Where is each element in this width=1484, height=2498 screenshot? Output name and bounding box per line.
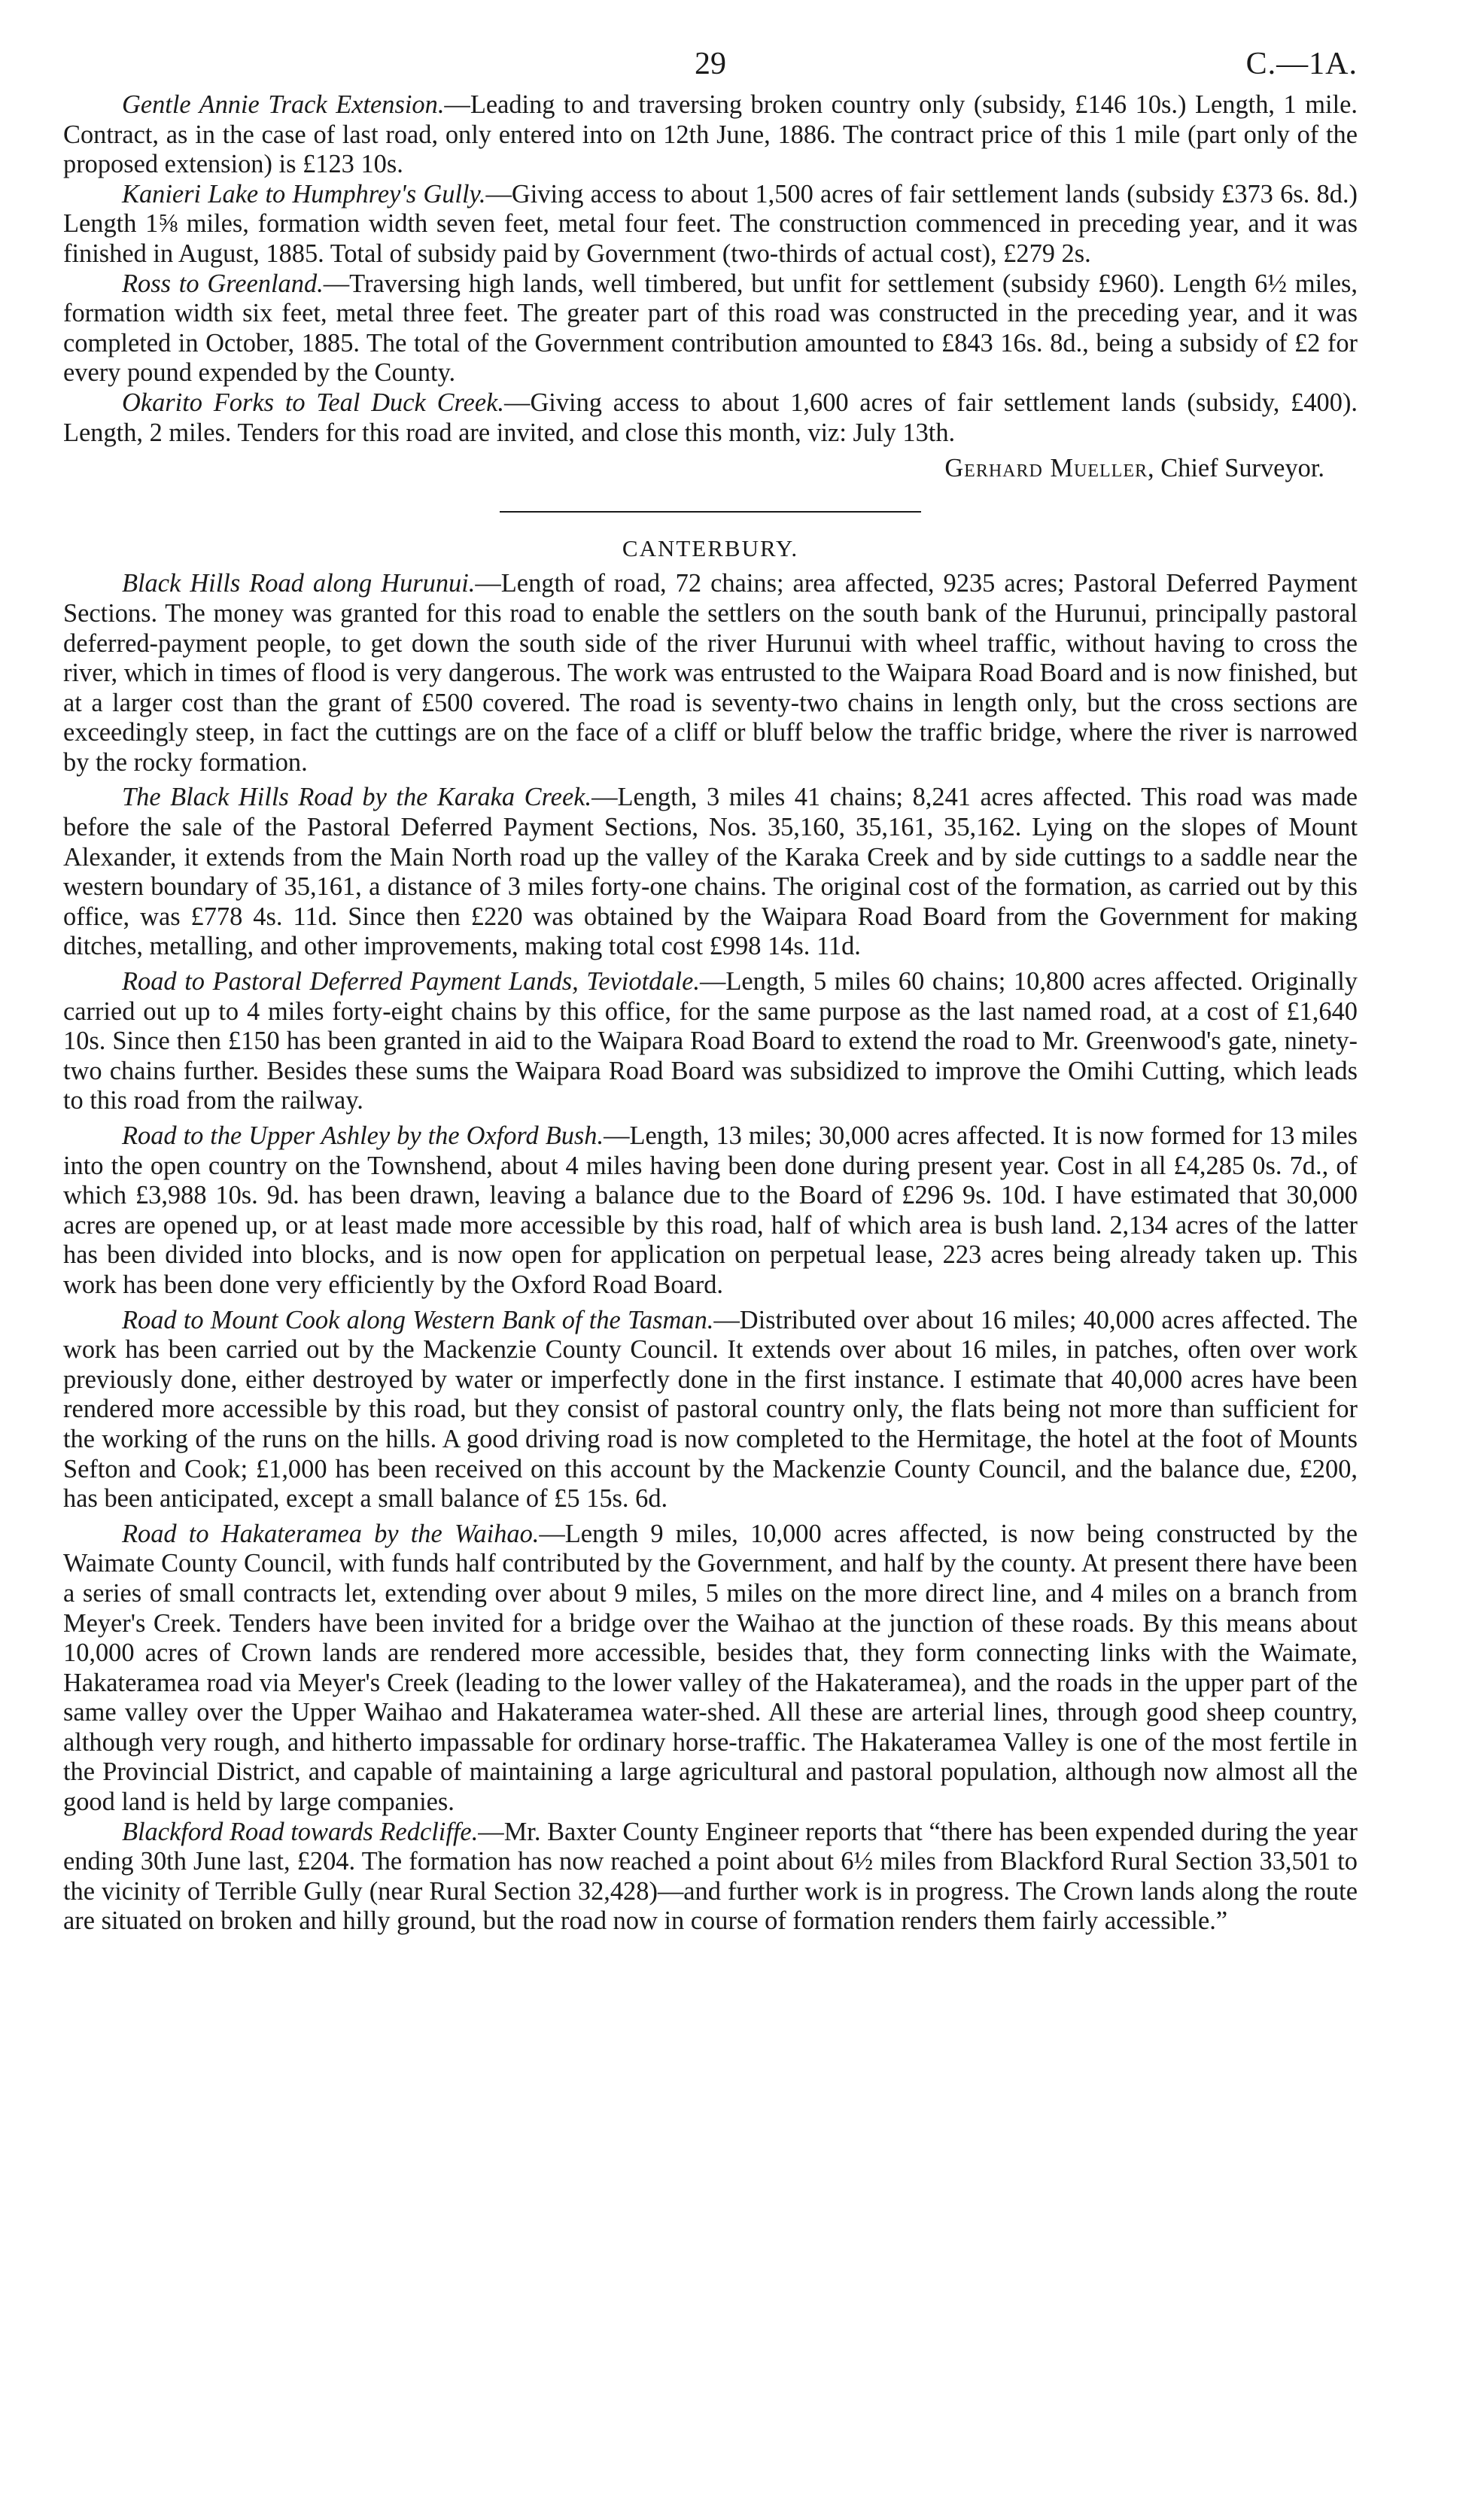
- entry-title: Road to Hakateramea by the Waihao.: [122, 1519, 540, 1548]
- entry-mount-cook: [63, 1306, 1358, 1514]
- entry-upper-ashley: [63, 1121, 1358, 1301]
- entry-ross-greenland: [63, 269, 1358, 388]
- entry-text: —Length of road, 72 chains; area affected, 9235 acres; Pastoral Deferred Payment Sections. The money was granted for this road to enable the settlers on the south bank of the Hurunui, principally pastoral deferred-payment people, to get down the south side of the river Hurunui with wheel traffic, without having to cross the river, which in times of flood is very dangerous. The work was entrusted to the Waipara Road Board and is now finished, but at a larger cost than the grant of £500 covered. The road is seventy-two chains in length only, but the cross sections are exceedingly steep, in fact the cuttings are on the face of a cliff or bluff below the traffic bridge, where the river is narrowed by the rocky formation.: [63, 569, 1358, 777]
- entry-title: Gentle Annie Track Extension.: [122, 90, 445, 119]
- entry-black-hills-karaka: [63, 783, 1358, 962]
- entry-title: Okarito Forks to Teal Duck Creek.: [122, 388, 505, 417]
- entry-hakateramea: [63, 1520, 1358, 1818]
- entry-text: —Mr. Baxter County Engineer reports that “there has been expended during the year ending 30th June last, £204. The formation has now reached a point about 6½ miles from Blackford Rural Section 33,501 to the vicinity of Terrible Gully (near Rural Section 32,428)—and further work is in progress. The Crown lands along the route are situated on broken and hilly ground, but the road now in course of formation renders them fairly accessible.”: [63, 1817, 1358, 1936]
- signature-name: Gerhard Mueller: [944, 454, 1148, 483]
- entry-text: —Length, 3 miles 41 chains; 8,241 acres affected. This road was made before the sale of the Pastoral Deferred Payment Sections, Nos. 35,160, 35,161, 35,162. Lying on the slopes of Mount Alexander, it extends from the Main North road up the valley of the Karaka Creek and by side cuttings to a saddle near the western boundary of 35,161, a distance of 3 miles forty-one chains. The original cost of the formation, as carried out by this office, was £778 4s. 11d. Since then £220 was obtained by the Waipara Road Board from the Government for making ditches, metalling, and other improvements, making total cost £998 14s. 11d.: [63, 783, 1358, 961]
- page-header: [63, 38, 1358, 90]
- entry-title: Blackford Road towards Redcliffe.: [122, 1817, 479, 1846]
- entry-title: Kanieri Lake to Humphrey's Gully.: [122, 179, 486, 208]
- entry-text: —Leading to and traversing broken country only (subsidy, £146 10s.) Length, 1 mile. Contract, as in the case of last road, only entered into on 12th June, 1886. The contract price of this 1 mile (part only of the proposed extension) is £123 10s.: [63, 90, 1358, 179]
- section-divider: [500, 511, 921, 513]
- signature: [63, 454, 1324, 484]
- document-page: [63, 38, 1358, 2476]
- entry-text: —Length 9 miles, 10,000 acres affected, is now being constructed by the Waimate County Council, with funds half contributed by the Government, and half by the county. At present there have been a series of small contracts let, extending over about 9 miles, 5 miles on the more direct line, and 4 miles on a branch from Meyer's Creek. Tenders have been invited for a bridge over the Waihao at the junction of these roads. By this means about 10,000 acres of Crown lands are rendered more accessible, besides that, they form connecting links with the Waimate, Hakateramea road via Meyer's Creek (leading to the lower valley of the Hakateramea), and the roads in the upper part of the same valley over the Upper Waihao and Hakateramea water-shed. All these are arterial lines, through good sheep country, although very rough, and hitherto impassable for ordinary horse-traffic. The Hakateramea Valley is one of the most fertile in the Provincial District, and capable of maintaining a large agricultural and pastoral population, although now almost all the good land is held by large companies.: [63, 1519, 1358, 1817]
- page-number: 29: [695, 47, 726, 81]
- entry-text: —Giving access to about 1,500 acres of fair settlement lands (subsidy £373 6s. 8d.) Length 1⅝ miles, formation width seven feet, metal four feet. The construction commenced in preceding year, and it was finished in August, 1885. Total of subsidy paid by Government (two-thirds of actual cost), £279 2s.: [63, 179, 1358, 268]
- signature-title: , Chief Surveyor.: [1148, 454, 1324, 483]
- entry-gentle-annie: [63, 90, 1358, 180]
- document-reference: C.—1A.: [1245, 47, 1358, 81]
- entry-title: Ross to Greenland.: [122, 269, 324, 298]
- entry-black-hills-hurunui: [63, 569, 1358, 777]
- entry-title: Black Hills Road along Hurunui.: [122, 569, 476, 598]
- entry-teviotdale: [63, 967, 1358, 1116]
- section-heading: CANTERBURY.: [622, 534, 799, 561]
- entry-blackford-road: [63, 1818, 1358, 1937]
- entry-text: —Length, 13 miles; 30,000 acres affected. It is now formed for 13 miles into the open country on the Townshend, about 4 miles having been done during present year. Cost in all £4,285 0s. 7d., of which £3,988 10s. 9d. has been drawn, leaving a balance due to the Board of £296 9s. 10d. I have estimated that 30,000 acres are opened up, or at least made more accessible by this road, half of which area is bush land. 2,134 acres of the latter has been divided into blocks, and is now open for application on perpetual lease, 223 acres being already taken up. This work has been done very efficiently by the Oxford Road Board.: [63, 1121, 1358, 1299]
- entry-text: —Traversing high lands, well timbered, but unfit for settlement (subsidy £960). Length 6½ miles, formation width six feet, metal three feet. The greater part of this road was constructed in the preceding year, and it was completed in October, 1885. The total of the Government contribution amounted to £843 16s. 8d., being a subsidy of £2 for every pound expended by the County.: [63, 269, 1358, 388]
- entry-text: —Giving access to about 1,600 acres of fair settlement lands (subsidy, £400). Length, 2 miles. Tenders for this road are invited, and close this month, viz: July 13th.: [63, 388, 1358, 447]
- entry-kanieri-lake: [63, 180, 1358, 269]
- entry-title: Road to the Upper Ashley by the Oxford Bush.: [122, 1121, 604, 1150]
- entry-title: The Black Hills Road by the Karaka Creek.: [122, 783, 592, 812]
- entry-text: —Length, 5 miles 60 chains; 10,800 acres affected. Originally carried out up to 4 miles forty-eight chains by this office, for the same purpose as the last named road, at a cost of £1,640 10s. Since then £150 has been granted in aid to the Waipara Road Board to extend the road to Mr. Greenwood's gate, ninety-two chains further. Besides these sums the Waipara Road Board was subsidized to improve the Omihi Cutting, which leads to this road from the railway.: [63, 967, 1358, 1115]
- entry-okarito-forks: [63, 388, 1358, 448]
- entry-title: Road to Mount Cook along Western Bank of the Tasman.: [122, 1305, 714, 1334]
- entry-text: —Distributed over about 16 miles; 40,000 acres affected. The work has been carried out by the Mackenzie County Council. It extends over about 16 miles, in patches, often over work previously done, either destroyed by water or imperfectly done in the first instance. I estimate that 40,000 acres have been rendered more accessible by this road, but they consist of pastoral country only, the flats being not more than sufficient for the working of the runs on the hills. A good driving road is now completed to the Hermitage, the hotel at the foot of Mounts Sefton and Cook; £1,000 has been received on this account by the Mackenzie County Council, and the balance due, £200, has been anticipated, except a small balance of £5 15s. 6d.: [63, 1305, 1358, 1514]
- entry-title: Road to Pastoral Deferred Payment Lands, Teviotdale.: [122, 967, 700, 996]
